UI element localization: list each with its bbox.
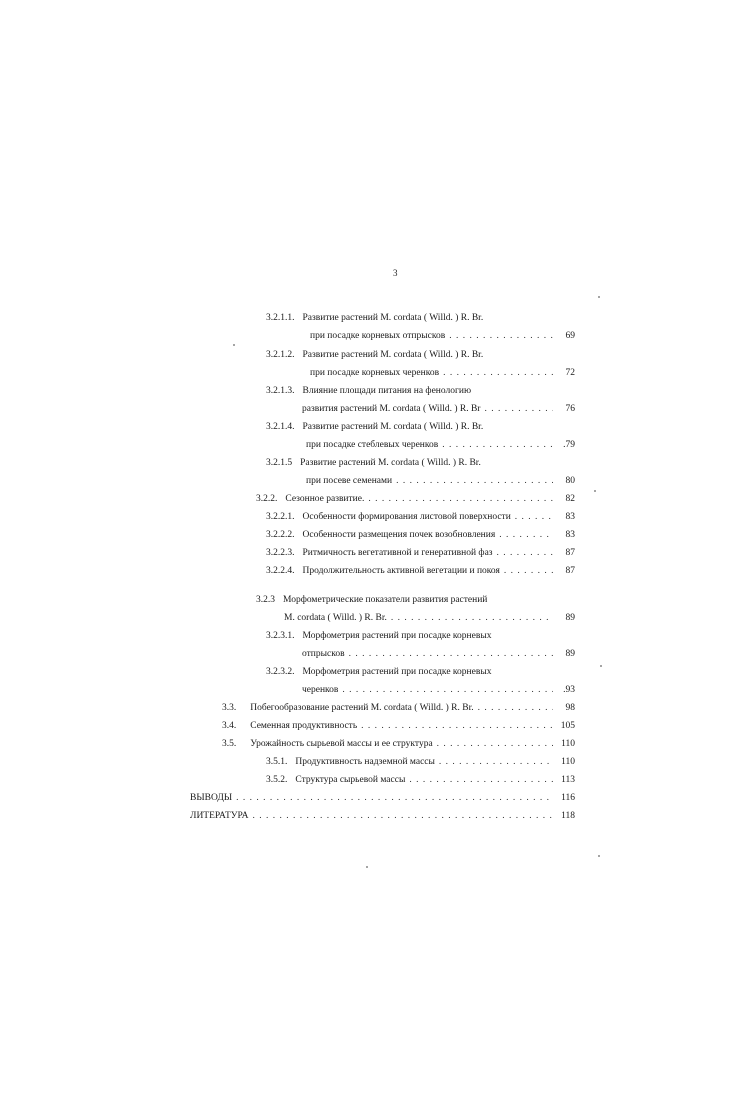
toc-entry: 3.5.2. Структура сырьевой массы . . . 113 [266, 774, 575, 786]
toc-entry: 3.3. Побегообразование растений M. cordata ( Willd. ) R. Br. . . . 98 [222, 702, 575, 714]
scan-speck [598, 855, 600, 857]
toc-entry-line1: 3.2.1.1. Развитие растений M. cordata ( Willd. ) R. Br. [266, 313, 484, 323]
toc-entry: черенков . . . .93 [302, 684, 575, 696]
toc-entry: развития растений M. cordata ( Willd. ) R. Br . . . 76 [302, 403, 575, 415]
toc-entry: 3.4. Семенная продуктивность . . . 105 [222, 720, 575, 732]
scan-speck [598, 296, 600, 298]
toc-entry: 3.5.1. Продуктивность надземной массы . . . 110 [266, 756, 575, 768]
toc-entry: при посадке корневых черенков . . . 72 [310, 367, 575, 379]
toc-entry: 3.2.2.3. Ритмичность вегетативной и генеративной фаз . . . 87 [266, 547, 575, 559]
toc-entry: при посадке корневых отпрысков . . . 69 [310, 330, 575, 342]
toc-entry-line1: 3.2.1.4. Развитие растений M. cordata ( Willd. ) R. Br. [266, 422, 484, 432]
scan-speck [233, 344, 235, 346]
toc-entry-line1: 3.2.1.5 Развитие растений M. cordata ( Willd. ) R. Br. [266, 458, 481, 468]
toc-entry: ВЫВОДЫ . . . 116 [190, 792, 575, 804]
page-number: 3 [393, 268, 398, 278]
toc-entry: 3.2.2.2. Особенности размещения почек возобновления . . . 83 [266, 529, 575, 541]
toc-entry: 3.2.2.1. Особенности формирования листовой поверхности . . . 83 [266, 511, 575, 523]
toc-entry: M. cordata ( Willd. ) R. Br. . . . 89 [284, 612, 575, 624]
scan-speck [594, 490, 596, 492]
toc-entry: при посеве семенами . . . 80 [306, 475, 575, 487]
toc-entry: 3.5. Урожайность сырьевой массы и ее структура . . . 110 [222, 738, 575, 750]
toc-entry: ЛИТЕРАТУРА . . . 118 [190, 810, 575, 822]
toc-entry: 3.2.2. Сезонное развитие. . . . 82 [256, 493, 575, 505]
toc-entry: 3.2.2.4. Продолжительность активной вегетации и покоя . . . 87 [266, 565, 575, 577]
toc-entry-line1: 3.2.3.1. Морфометрия растений при посадке корневых [266, 631, 492, 641]
toc-entry: при посадке стеблевых черенков . . . .79 [306, 439, 575, 451]
toc-entry-line1: 3.2.3 Морфометрические показатели развития растений [256, 595, 488, 605]
toc-entry: отпрысков . . . 89 [302, 648, 575, 660]
toc-entry-line1: 3.2.1.3. Влияние площади питания на фенологию [266, 386, 472, 396]
toc-entry-line1: 3.2.1.2. Развитие растений M. cordata ( Willd. ) R. Br. [266, 350, 484, 360]
toc-entry-line1: 3.2.3.2. Морфометрия растений при посадке корневых [266, 667, 492, 677]
scan-speck [366, 866, 368, 868]
scan-speck [600, 665, 602, 667]
